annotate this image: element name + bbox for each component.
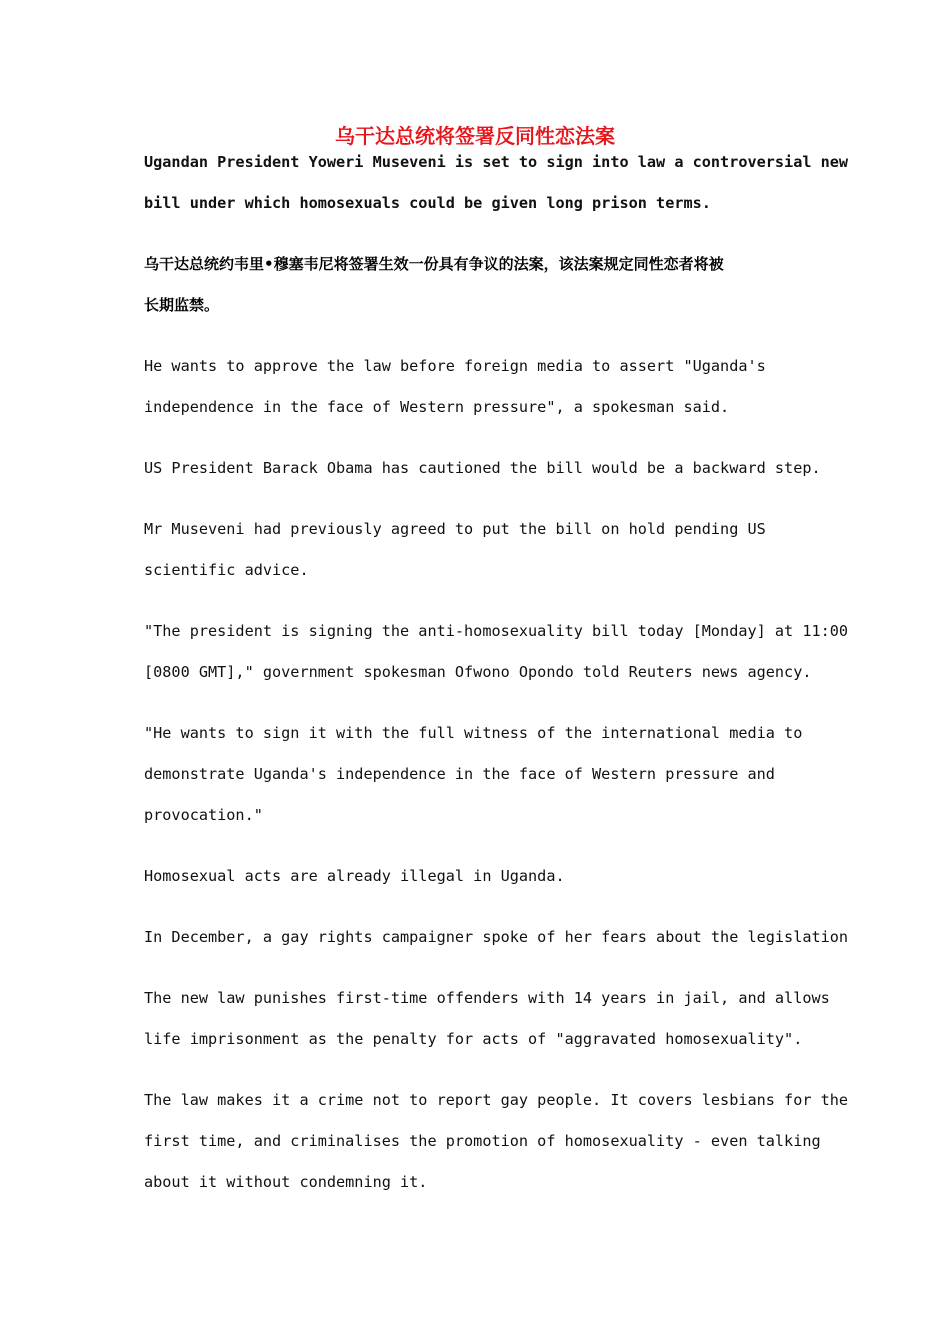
paragraph-9-line-2: first time, and criminalises the promotion of homosexuality - even talking — [144, 1132, 821, 1150]
intro-cn-line-2: 长期监禁。 — [144, 296, 220, 314]
paragraph-5-line-1: "He wants to sign it with the full witness of the international media to — [144, 724, 803, 742]
paragraph-3-line-2: scientific advice. — [144, 561, 309, 579]
paragraph-1-line-1: He wants to approve the law before foreign media to assert "Uganda's — [144, 357, 766, 375]
intro-en-line-2: bill under which homosexuals could be given long prison terms. — [144, 194, 711, 212]
paragraph-8-line-2: life imprisonment as the penalty for acts of "aggravated homosexuality". — [144, 1030, 803, 1048]
paragraph-8-line-1: The new law punishes first-time offenders with 14 years in jail, and allows — [144, 989, 830, 1007]
paragraph-1-line-2: independence in the face of Western pressure", a spokesman said. — [144, 398, 730, 416]
paragraph-5-line-2: demonstrate Uganda's independence in the face of Western pressure and — [144, 765, 775, 783]
intro-cn-line-1: 乌干达总统约韦里•穆塞韦尼将签署生效一份具有争议的法案，该法案规定同性恋者将被 — [144, 255, 724, 273]
paragraph-9-line-1: The law makes it a crime not to report gay people. It covers lesbians for the — [144, 1091, 849, 1109]
paragraph-7-line-1: In December, a gay rights campaigner spoke of her fears about the legislation — [144, 928, 849, 946]
paragraph-9-line-3: about it without condemning it. — [144, 1173, 428, 1191]
paragraph-3-line-1: Mr Museveni had previously agreed to put the bill on hold pending US — [144, 520, 766, 538]
paragraph-6-line-1: Homosexual acts are already illegal in Uganda. — [144, 867, 565, 885]
paragraph-2-line-1: US President Barack Obama has cautioned the bill would be a backward step. — [144, 459, 821, 477]
document-title: 乌干达总统将签署反同性恋法案 — [335, 124, 615, 148]
intro-en-line-1: Ugandan President Yoweri Museveni is set to sign into law a controversial new — [144, 153, 849, 171]
paragraph-4-line-1: "The president is signing the anti-homosexuality bill today [Monday] at 11:00 — [144, 622, 849, 640]
paragraph-4-line-2: [0800 GMT]," government spokesman Ofwono Opondo told Reuters news agency. — [144, 663, 812, 681]
paragraph-5-line-3: provocation." — [144, 806, 263, 824]
